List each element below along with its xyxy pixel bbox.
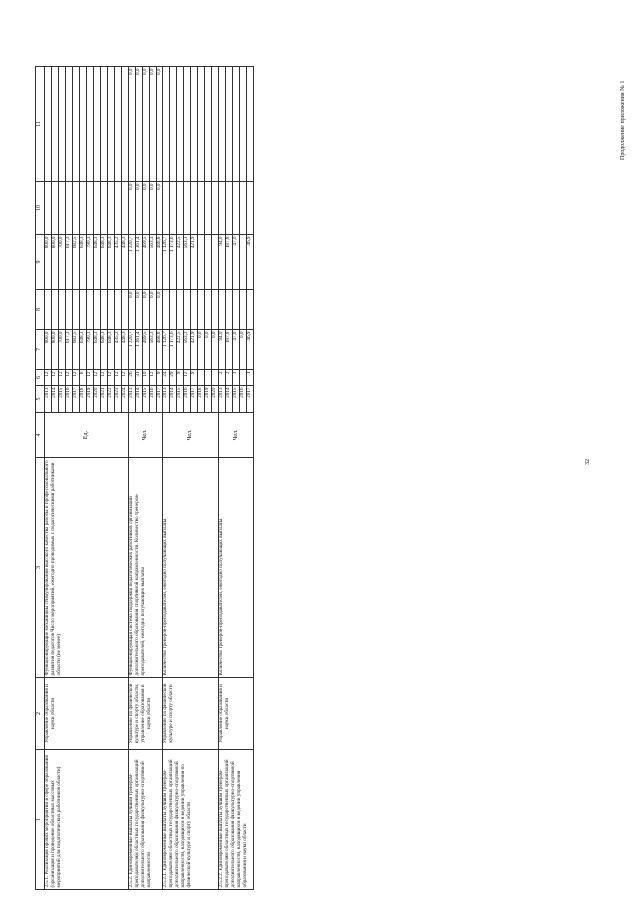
amount-cell	[58, 290, 65, 330]
count-cell: 26	[128, 370, 135, 386]
count-cell	[198, 370, 205, 386]
column-header: 10	[36, 182, 45, 235]
count-cell: 12	[51, 370, 58, 386]
amount-cell	[79, 182, 86, 235]
count-cell: 9	[177, 370, 184, 386]
executor-cell: Управление по физической культуре и спорту области, управление образования и науки области	[128, 678, 163, 750]
amount-cell: 800,0	[51, 235, 58, 290]
amount-cell: 421,9	[191, 330, 198, 370]
amount-cell: 187,8	[226, 235, 233, 290]
amount-cell	[114, 67, 121, 182]
amount-cell: 682,5	[72, 235, 79, 290]
amount-cell	[51, 182, 58, 235]
amount-cell: 648,3	[79, 235, 86, 290]
amount-cell: 0,0	[212, 330, 219, 370]
count-cell: 12	[65, 370, 72, 386]
amount-cell: 46,9	[247, 235, 254, 290]
amount-cell: 0,0	[198, 330, 205, 370]
amount-cell: 563,3	[149, 235, 156, 290]
amount-cell: 700,0	[58, 235, 65, 290]
count-cell: 10	[142, 370, 149, 386]
amount-cell	[191, 182, 198, 235]
amount-cell: 0,0	[142, 67, 149, 182]
amount-cell	[72, 290, 79, 330]
amount-cell	[51, 67, 58, 182]
amount-cell	[240, 67, 247, 182]
amount-cell: 1 220,7	[128, 330, 135, 370]
amount-cell: 0,0	[240, 330, 247, 370]
indicator-cell: Функционирующая система поддержки педагогических работников организаций дополнительного образования спортивной направленности. Количество тренеров-преподавателей, ежегодно получающих выплаты	[128, 458, 163, 678]
year-cell: 2016	[184, 386, 191, 413]
amount-cell: 0,0	[149, 290, 156, 330]
amount-cell: 435,2	[114, 235, 121, 290]
year-cell: 2014	[170, 386, 177, 413]
amount-cell: 187,8	[226, 330, 233, 370]
amount-cell	[72, 67, 79, 182]
item-cell: 2.5.2.1. Единовременные выплаты лучшим тренерам-преподавателям областных государственных организаций дополнительного образования физкультурно-спортивной направленности, находящихся в ведении управления по физической культуре и спорту области	[163, 750, 219, 890]
amount-cell	[184, 290, 191, 330]
amount-cell	[198, 182, 205, 235]
amount-cell	[170, 67, 177, 182]
year-cell: 2017	[247, 386, 254, 413]
amount-cell	[219, 290, 226, 330]
amount-cell	[198, 235, 205, 290]
column-header: 6	[36, 370, 45, 386]
executor-cell: Управление по физической культуре и спорту области	[163, 678, 219, 750]
amount-cell	[247, 290, 254, 330]
column-header: 8	[36, 290, 45, 330]
year-cell: 2022	[107, 386, 114, 413]
year-cell: 2017	[191, 386, 198, 413]
amount-cell: 94,0	[219, 330, 226, 370]
count-cell: 2	[226, 370, 233, 386]
amount-cell	[184, 67, 191, 182]
unit-cell: Чел.	[219, 413, 254, 458]
column-header: 7	[36, 330, 45, 370]
count-cell: 12	[45, 370, 52, 386]
count-cell: 12	[149, 370, 156, 386]
count-cell: 2	[219, 370, 226, 386]
amount-cell	[93, 290, 100, 330]
amount-cell	[177, 290, 184, 330]
column-header: 4	[36, 413, 45, 458]
amount-cell: 0,0	[149, 182, 156, 235]
amount-cell: 448,3	[121, 330, 128, 370]
count-cell: 12	[121, 370, 128, 386]
amount-cell: 1 173,6	[170, 235, 177, 290]
amount-cell: 421,9	[191, 235, 198, 290]
amount-cell	[86, 290, 93, 330]
amount-cell	[205, 290, 212, 330]
year-cell: 2016	[149, 386, 156, 413]
amount-cell: 46,9	[247, 330, 254, 370]
year-cell: 2020	[93, 386, 100, 413]
column-header: 11	[36, 67, 45, 182]
count-cell: 9	[191, 370, 198, 386]
year-cell: 2015	[233, 386, 240, 413]
table-row	[163, 67, 170, 890]
item-cell: 2.5.1. Реализация прочих мероприятий в сфере образования (организация и проведение областных массовых мероприятий для педагогических работников области)	[45, 750, 129, 890]
amount-cell	[45, 182, 52, 235]
amount-cell: 0,0	[149, 67, 156, 182]
amount-cell: 1 361,4	[135, 330, 142, 370]
amount-cell: 0,0	[128, 290, 135, 330]
count-cell: 12	[93, 370, 100, 386]
amount-cell	[247, 67, 254, 182]
year-cell: 2017	[72, 386, 79, 413]
year-cell: 2018	[198, 386, 205, 413]
amount-cell: 0,0	[135, 67, 142, 182]
amount-cell: 563,3	[184, 235, 191, 290]
year-cell: 2014	[135, 386, 142, 413]
amount-cell	[100, 182, 107, 235]
amount-cell: 0,0	[156, 67, 163, 182]
amount-cell	[219, 67, 226, 182]
amount-cell: 648,3	[79, 330, 86, 370]
amount-cell: 563,3	[184, 330, 191, 370]
amount-cell: 0,0	[142, 182, 149, 235]
amount-cell	[163, 182, 170, 235]
amount-cell	[86, 182, 93, 235]
count-cell: 1	[233, 370, 240, 386]
amount-cell	[65, 67, 72, 182]
amount-cell	[163, 290, 170, 330]
amount-cell	[233, 290, 240, 330]
amount-cell: 422,5	[177, 235, 184, 290]
count-cell: 12	[72, 370, 79, 386]
year-cell: 2016	[65, 386, 72, 413]
item-cell: 2.5.2. Единовременные выплаты лучшим тренерам-преподавателям областных государственных организаций дополнительного образования физкультурно-спортивной направленности	[128, 750, 163, 890]
amount-cell: 648,3	[93, 330, 100, 370]
amount-cell: 648,3	[93, 235, 100, 290]
amount-cell	[65, 290, 72, 330]
amount-cell: 1 173,6	[170, 330, 177, 370]
amount-cell: 0,0	[128, 182, 135, 235]
year-cell: 2021	[100, 386, 107, 413]
item-cell: 2.5.2.2. Единовременные выплаты лучшим тренерам-преподавателям областных государственных организаций дополнительного образования физкультурно-спортивной направленности, находящихся в ведении управления образования и науки области	[219, 750, 254, 890]
year-cell: 2014	[226, 386, 233, 413]
amount-cell	[100, 290, 107, 330]
column-header: 3	[36, 458, 45, 678]
amount-cell: 1 126,7	[163, 330, 170, 370]
amount-cell	[93, 182, 100, 235]
year-cell: 2013	[219, 386, 226, 413]
amount-cell: 648,3	[107, 235, 114, 290]
amount-cell	[107, 182, 114, 235]
year-cell: 2014	[51, 386, 58, 413]
amount-cell	[226, 182, 233, 235]
amount-cell	[163, 67, 170, 182]
amount-cell: 648,3	[107, 330, 114, 370]
appendix-label: Продолжение приложения № 1	[620, 80, 626, 160]
year-cell: 2017	[156, 386, 163, 413]
amount-cell: 0,0	[156, 290, 163, 330]
year-cell: 2015	[142, 386, 149, 413]
amount-cell: 0,0	[156, 182, 163, 235]
amount-cell	[219, 182, 226, 235]
amount-cell: 648,3	[100, 330, 107, 370]
year-cell: 2023	[114, 386, 121, 413]
amount-cell	[205, 182, 212, 235]
year-cell: 2015	[177, 386, 184, 413]
amount-cell: 1 220,7	[128, 235, 135, 290]
year-cell: 2013	[128, 386, 135, 413]
year-cell: 2019	[205, 386, 212, 413]
indicator-cell: Количество тренеров-преподавателей, ежегодно получающих выплаты	[219, 458, 254, 678]
unit-cell: Чел.	[163, 413, 219, 458]
amount-cell: 800,0	[45, 330, 52, 370]
amount-cell	[205, 235, 212, 290]
count-cell: 24	[163, 370, 170, 386]
amount-cell	[114, 182, 121, 235]
amount-cell: 1 126,7	[163, 235, 170, 290]
amount-cell	[114, 290, 121, 330]
column-header: 5	[36, 386, 45, 413]
indicator-cell: Функционирующие механизмы стимулирования высокого качества работы и профессионального развития педагогов Число мероприятий, ежегодно проводимых с педагогическими работниками области (не менее)	[45, 458, 129, 678]
amount-cell	[226, 290, 233, 330]
amount-cell	[205, 67, 212, 182]
year-cell: 2018	[79, 386, 86, 413]
amount-cell	[107, 67, 114, 182]
page-number: 32	[585, 459, 591, 465]
amount-cell	[79, 67, 86, 182]
amount-cell	[79, 290, 86, 330]
amount-cell: 468,8	[156, 235, 163, 290]
amount-cell	[58, 67, 65, 182]
count-cell: 9	[156, 370, 163, 386]
amount-cell: 648,3	[100, 235, 107, 290]
table-row	[45, 67, 52, 890]
executor-cell: Управление образования и науки области	[45, 678, 129, 750]
amount-cell: 0,0	[205, 330, 212, 370]
column-header: 1	[36, 750, 45, 890]
amount-cell: 435,2	[114, 330, 121, 370]
year-cell: 2013	[45, 386, 52, 413]
amount-cell	[100, 67, 107, 182]
count-cell: 1	[247, 370, 254, 386]
amount-cell	[58, 182, 65, 235]
amount-cell: 1 361,4	[135, 235, 142, 290]
amount-cell: 0,0	[135, 182, 142, 235]
amount-cell	[198, 290, 205, 330]
year-cell: 2016	[240, 386, 247, 413]
program-table	[35, 66, 254, 890]
amount-cell: 790,3	[86, 330, 93, 370]
count-cell: 12	[58, 370, 65, 386]
amount-cell	[86, 67, 93, 182]
count-cell: 12	[107, 370, 114, 386]
amount-cell: 469,5	[142, 235, 149, 290]
year-cell: 2020	[212, 386, 219, 413]
amount-cell	[226, 67, 233, 182]
amount-cell	[121, 67, 128, 182]
executor-cell: Управление образования и науки области	[219, 678, 254, 750]
amount-cell: 0,0	[135, 290, 142, 330]
amount-cell	[65, 182, 72, 235]
amount-cell	[107, 290, 114, 330]
amount-cell	[170, 290, 177, 330]
amount-cell	[233, 67, 240, 182]
amount-cell	[177, 182, 184, 235]
amount-cell	[240, 290, 247, 330]
amount-cell	[212, 290, 219, 330]
amount-cell: 448,3	[121, 235, 128, 290]
amount-cell: 617,3	[65, 330, 72, 370]
amount-cell	[184, 182, 191, 235]
amount-cell: 800,0	[45, 235, 52, 290]
count-cell: 29	[170, 370, 177, 386]
year-cell: 2013	[163, 386, 170, 413]
indicator-cell: Количество тренеров-преподавателей, ежегодно получающих выплаты	[163, 458, 219, 678]
amount-cell	[233, 182, 240, 235]
amount-cell: 682,5	[72, 330, 79, 370]
amount-cell	[72, 182, 79, 235]
amount-cell: 468,8	[156, 330, 163, 370]
count-cell: 12	[86, 370, 93, 386]
amount-cell	[191, 290, 198, 330]
unit-cell: Чел.	[128, 413, 163, 458]
column-header: 2	[36, 678, 45, 750]
amount-cell: 422,5	[177, 330, 184, 370]
amount-cell: 790,3	[86, 235, 93, 290]
count-cell: 12	[100, 370, 107, 386]
year-cell: 2019	[86, 386, 93, 413]
year-cell: 2015	[58, 386, 65, 413]
amount-cell	[212, 67, 219, 182]
count-cell: 12	[184, 370, 191, 386]
count-cell: 8	[79, 370, 86, 386]
amount-cell	[247, 182, 254, 235]
amount-cell: 47,0	[233, 235, 240, 290]
amount-cell: 563,3	[149, 330, 156, 370]
amount-cell	[45, 67, 52, 182]
amount-cell: 0,0	[128, 67, 135, 182]
amount-cell	[191, 67, 198, 182]
amount-cell: 94,0	[219, 235, 226, 290]
amount-cell: 700,0	[58, 330, 65, 370]
amount-cell: 47,0	[233, 330, 240, 370]
amount-cell: 0,0	[142, 290, 149, 330]
amount-cell	[93, 67, 100, 182]
amount-cell: 617,3	[65, 235, 72, 290]
amount-cell	[177, 67, 184, 182]
unit-cell: Ед.	[45, 413, 129, 458]
amount-cell	[170, 182, 177, 235]
amount-cell: 800,0	[51, 330, 58, 370]
count-cell: 31	[135, 370, 142, 386]
amount-cell	[45, 290, 52, 330]
column-header: 9	[36, 235, 45, 290]
amount-cell	[240, 182, 247, 235]
amount-cell	[51, 290, 58, 330]
count-cell	[205, 370, 212, 386]
table-row	[219, 67, 226, 890]
amount-cell	[212, 182, 219, 235]
count-cell: 12	[114, 370, 121, 386]
amount-cell: 469,5	[142, 330, 149, 370]
amount-cell	[198, 67, 205, 182]
year-cell: 2024	[121, 386, 128, 413]
